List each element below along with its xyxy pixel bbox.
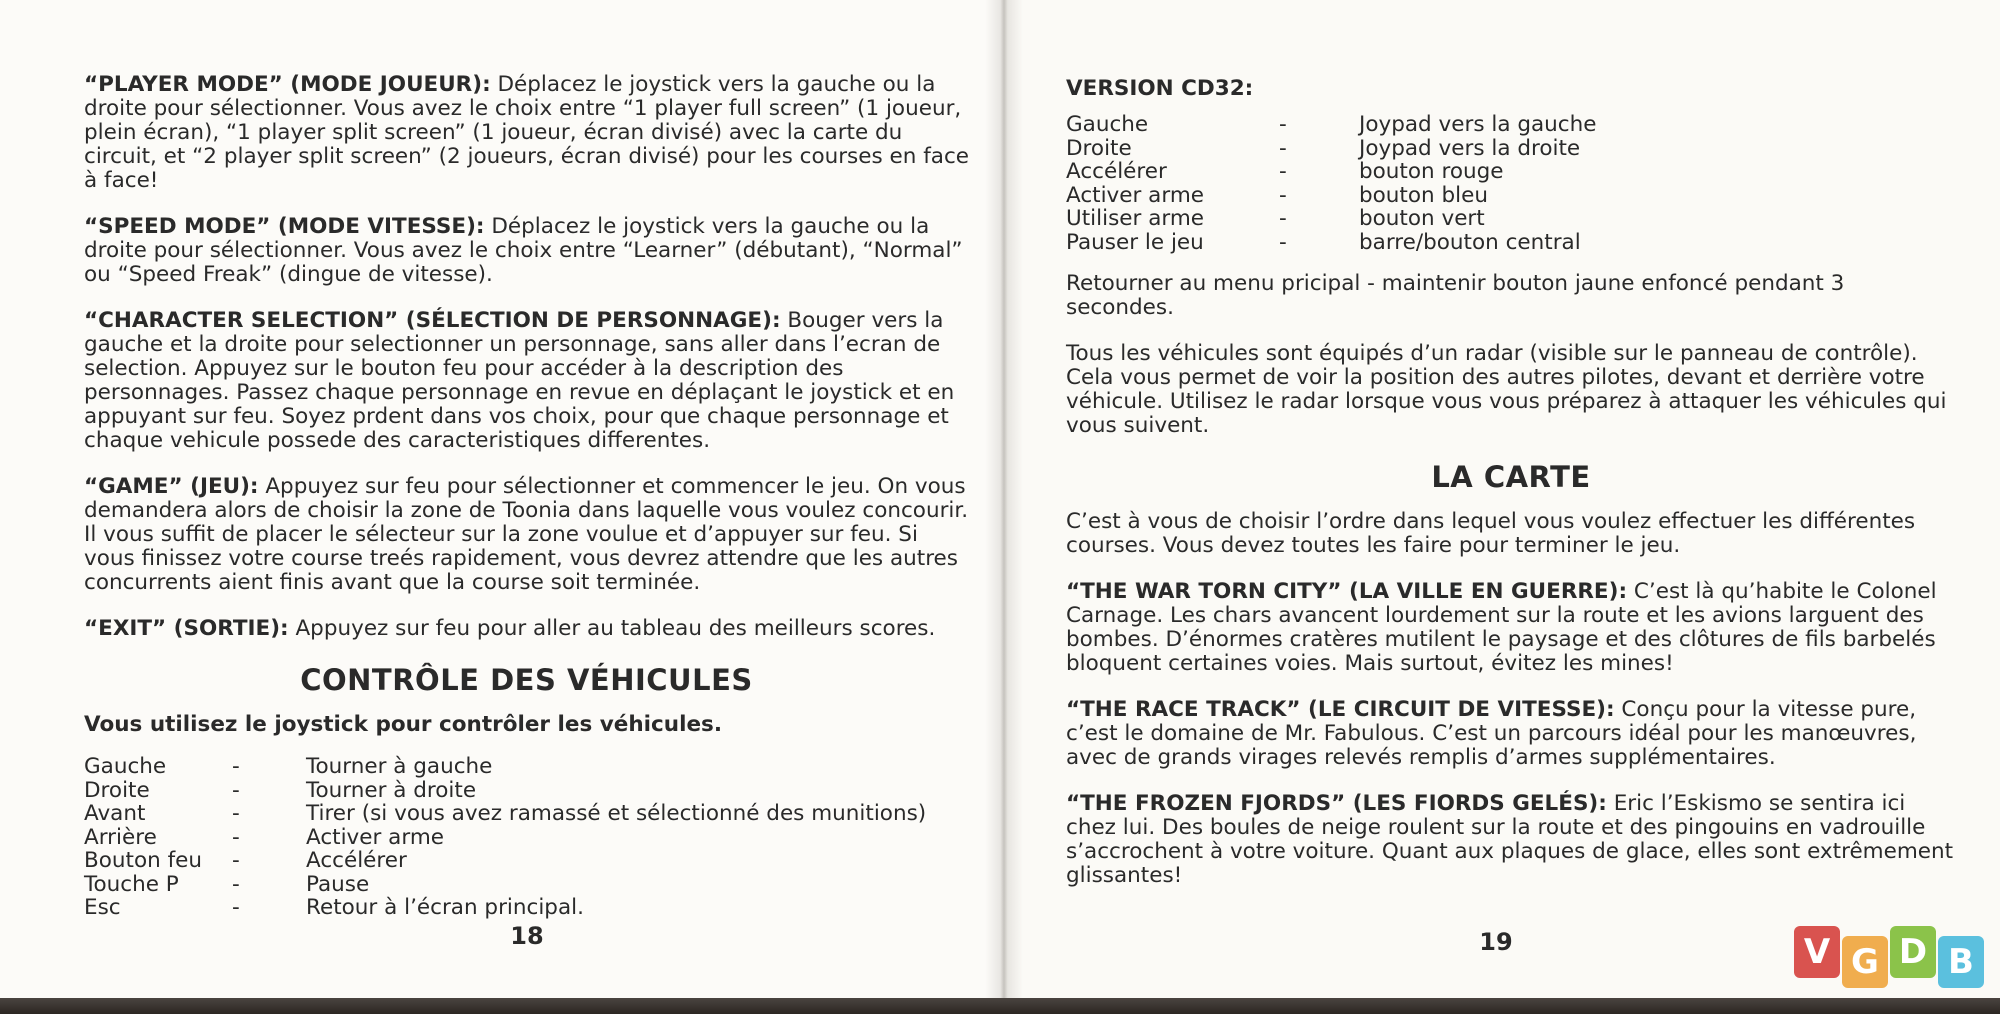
control-action: bouton bleu: [1359, 182, 1488, 208]
control-row: [84, 826, 926, 850]
control-dash: -: [1279, 112, 1287, 137]
control-row: [1066, 113, 1596, 137]
control-row: [1066, 184, 1596, 208]
menu-option-label: “CHARACTER SELECTION” (SÉLECTION DE PERSONNAGE):: [84, 308, 781, 333]
control-action: Joypad vers la droite: [1359, 135, 1581, 161]
control-dash: -: [232, 848, 240, 873]
cd32-version-heading: VERSION CD32:: [1066, 76, 1254, 101]
section-heading-map: LA CARTE: [1431, 460, 1591, 494]
book-gutter: [985, 0, 1023, 1014]
control-action: bouton vert: [1359, 206, 1485, 231]
control-dash: -: [232, 754, 240, 779]
control-row: [84, 802, 926, 826]
menu-option-paragraph: [84, 617, 969, 641]
control-row: [1066, 231, 1596, 255]
control-key: Accélérer: [1066, 159, 1167, 184]
menu-option-label: “GAME” (JEU):: [84, 474, 259, 499]
page-number-right: 19: [1479, 928, 1513, 956]
cd32-controls-table: [1066, 113, 1596, 254]
logo-tile-d: D: [1890, 926, 1936, 978]
zone-label: “THE WAR TORN CITY” (LA VILLE EN GUERRE):: [1066, 579, 1628, 604]
menu-option-text: Bouger vers la gauche et la droite pour selectionner un personnage, sans aller dans l’ecran de selection. Appuyez sur le bouton feu pour accéder à la description des personnages. Passez chaque personnage en revue en déplaçant le joystick et en appuyant sur feu. Soyez prdent dans vos choix, pour que chaque personnage et chaque vehicule possede des caracteristiques differentes.: [84, 308, 955, 453]
control-key: Avant: [84, 801, 146, 826]
control-key: Bouton feu: [84, 848, 202, 873]
menu-option-label: “SPEED MODE” (MODE VITESSE):: [84, 214, 485, 239]
zone-text: Eric l’Eskismo se sentira ici chez lui. Des boules de neige roulent sur la route et des pingouins en vadrouille s’accrochent à votre voiture. Quant aux plaques de glace, elles sont extrêmement glissantes!: [1066, 791, 1954, 888]
control-row: [84, 896, 926, 920]
return-menu-paragraph: Retourner au menu pricipal - maintenir bouton jaune enfoncé pendant 3 secondes.: [1066, 271, 1845, 320]
zone-paragraph: [1066, 698, 1956, 770]
control-action: Pause: [306, 871, 370, 897]
control-row: [84, 779, 926, 803]
book-bottom-edge: [0, 998, 2000, 1014]
menu-option-label: “PLAYER MODE” (MODE JOUEUR):: [84, 72, 491, 97]
control-action: Activer arme: [306, 824, 444, 850]
control-dash: -: [1279, 206, 1287, 231]
control-dash: -: [232, 801, 240, 826]
menu-option-text: Déplacez le joystick vers la gauche ou la droite pour sélectionner. Vous avez le choix entre “1 player full screen” (1 joueur, plein écran), “1 player split screen” (1 joueur, écran divisé) avec la carte du circuit, et “2 player split screen” (2 joueurs, écran divisé) pour les courses en face à face!: [84, 72, 970, 193]
control-row: [84, 755, 926, 779]
control-key: Pauser le jeu: [1066, 229, 1204, 255]
control-row: [84, 849, 926, 873]
control-dash: -: [232, 824, 240, 850]
menu-option-paragraph: [84, 475, 969, 595]
control-row: [84, 873, 926, 897]
vehicle-control-intro: Vous utilisez le joystick pour contrôler les véhicules.: [84, 712, 722, 737]
logo-tile-b: B: [1938, 936, 1984, 988]
control-dash: -: [232, 777, 240, 803]
menu-option-label: “EXIT” (SORTIE):: [84, 616, 289, 641]
control-dash: -: [232, 871, 240, 897]
zone-label: “THE RACE TRACK” (LE CIRCUIT DE VITESSE):: [1066, 697, 1615, 722]
logo-tile-g: G: [1842, 936, 1888, 988]
zone-text: C’est là qu’habite le Colonel Carnage. Les chars avancent lourdement sur la route et les avions larguent des bombes. D’énormes cratères mutilent le paysage et des clôtures de fils barbelés bloquent certaines voies. Mais surtout, évitez les mines!: [1066, 579, 1937, 676]
map-intro-paragraph: C’est à vous de choisir l’ordre dans lequel vous voulez effectuer les différentes courses. Vous devez toutes les faire pour terminer le jeu.: [1066, 509, 1916, 558]
zone-paragraph: [1066, 792, 1956, 888]
control-key: Droite: [84, 777, 150, 803]
control-dash: -: [232, 895, 240, 920]
control-key: Esc: [84, 895, 121, 920]
control-dash: -: [1279, 182, 1287, 208]
control-action: barre/bouton central: [1359, 229, 1581, 255]
logo-tile-v: V: [1794, 926, 1840, 978]
left-page-content: [84, 73, 969, 938]
control-dash: -: [1279, 135, 1287, 161]
control-action: bouton rouge: [1359, 159, 1504, 184]
page-number-left: 18: [510, 922, 544, 950]
control-key: Gauche: [1066, 112, 1149, 137]
control-action: Tourner à gauche: [306, 754, 493, 779]
control-key: Droite: [1066, 135, 1132, 161]
control-dash: -: [1279, 229, 1287, 255]
zone-paragraph: [1066, 580, 1956, 676]
menu-option-text: Appuyez sur feu pour sélectionner et commencer le jeu. On vous demandera alors de choisir la zone de Toonia dans laquelle vous voulez concourir. Il vous suffit de placer le sélecteur sur la zone voulue et d’appuyer sur feu. Si vous finissez votre course treés rapidement, vous devrez attendre que les autres concurrents aient finis avant que la course soit terminée.: [84, 474, 969, 595]
radar-paragraph: Tous les véhicules sont équipés d’un radar (visible sur le panneau de contrôle). Cela vous permet de voir la position des autres pilotes, devant et derrière votre véhicule. Utilisez le radar lorsque vous vous préparez à attaquer les véhicules qui vous suivent.: [1066, 341, 1947, 438]
control-key: Utiliser arme: [1066, 206, 1204, 231]
menu-option-text: Appuyez sur feu pour aller au tableau des meilleurs scores.: [288, 616, 936, 641]
vgdb-watermark-logo: [1794, 926, 1990, 988]
control-key: Touche P: [84, 871, 179, 897]
control-action: Accélérer: [306, 848, 407, 873]
control-action: Tourner à droite: [306, 777, 477, 803]
menu-option-paragraph: [84, 309, 969, 453]
keyboard-controls-table: [84, 755, 926, 920]
menu-option-paragraph: [84, 215, 969, 287]
zone-label: “THE FROZEN FJORDS” (LES FIORDS GELÉS):: [1066, 791, 1607, 816]
section-heading-vehicle-control: CONTRÔLE DES VÉHICULES: [300, 663, 753, 697]
control-row: [1066, 207, 1596, 231]
menu-option-paragraph: [84, 73, 969, 193]
control-action: Retour à l’écran principal.: [306, 895, 584, 920]
control-dash: -: [1279, 159, 1287, 184]
control-row: [1066, 160, 1596, 184]
control-action: Tirer (si vous avez ramassé et sélectionné des munitions): [306, 801, 927, 826]
control-key: Gauche: [84, 754, 167, 779]
control-key: Activer arme: [1066, 182, 1204, 208]
right-page-content: [1066, 77, 1956, 910]
control-action: Joypad vers la gauche: [1359, 112, 1597, 137]
control-row: [1066, 137, 1596, 161]
control-key: Arrière: [84, 824, 157, 850]
menu-option-text: Déplacez le joystick vers la gauche ou la droite pour sélectionner. Vous avez le choix entre “Learner” (débutant), “Normal” ou “Speed Freak” (dingue de vitesse).: [84, 214, 963, 287]
zone-text: Conçu pour la vitesse pure, c’est le domaine de Mr. Fabulous. C’est un parcours idéal pour les manœuvres, avec de grands virages relevés remplis d’armes supplémentaires.: [1066, 697, 1917, 770]
